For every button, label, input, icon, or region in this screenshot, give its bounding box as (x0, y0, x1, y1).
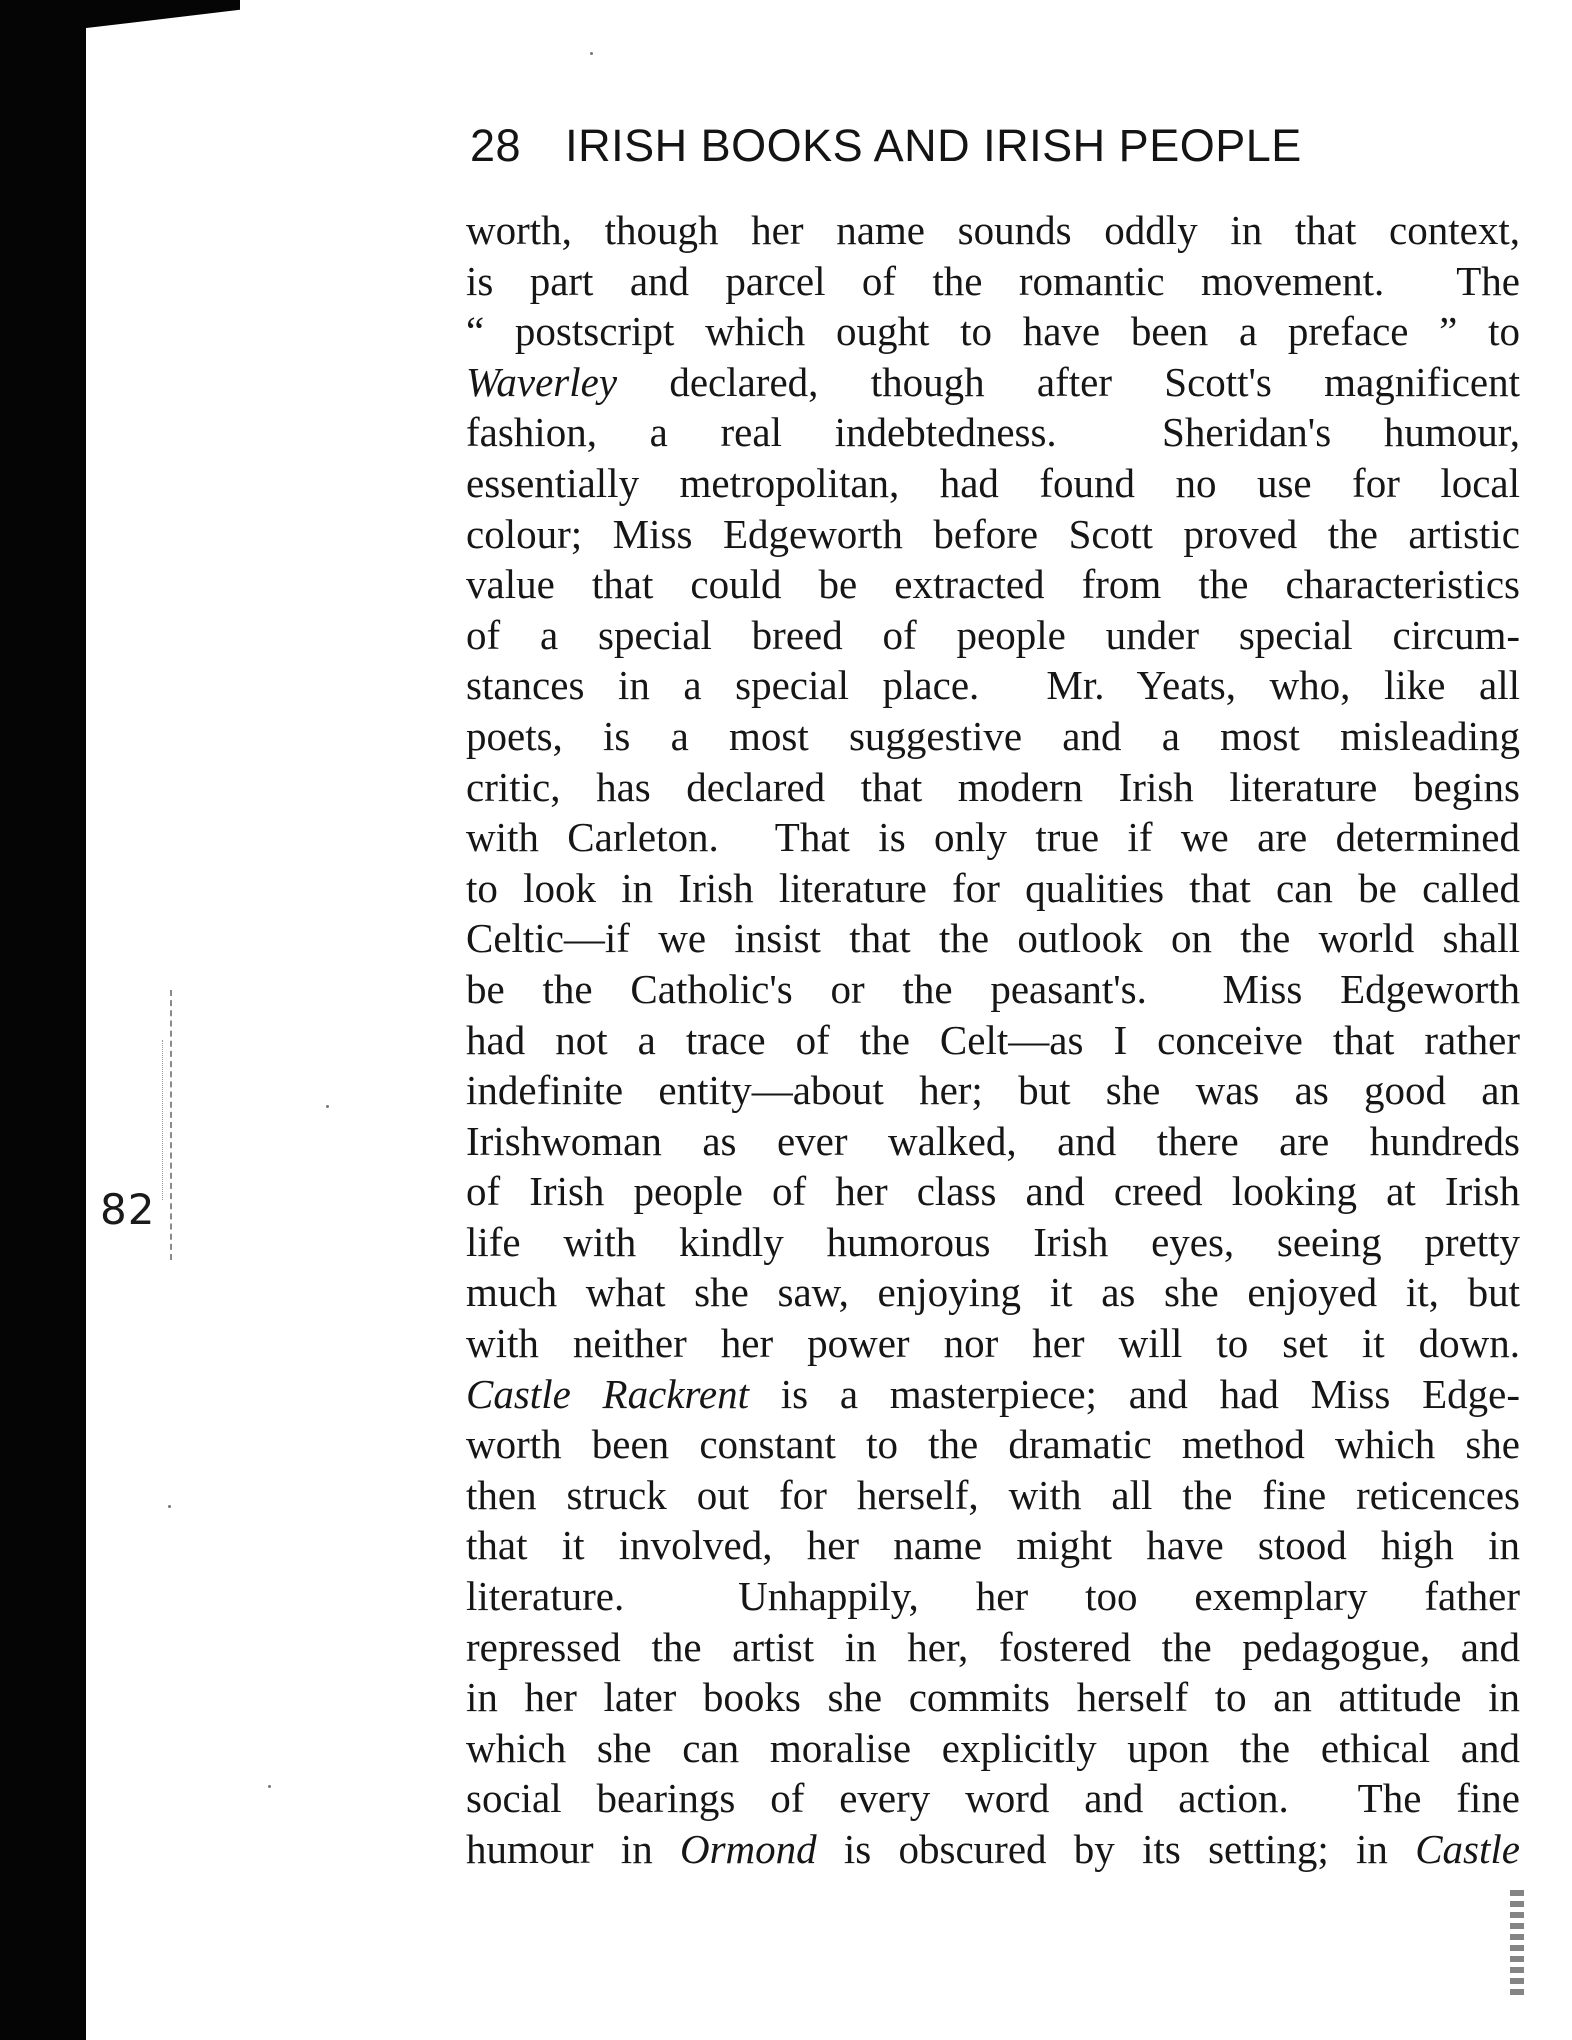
text-line (466, 863, 1520, 914)
text-segment: to look in Irish literature for qualities that can be called (466, 864, 1520, 911)
text-segment: with neither her power nor her will to set it down. (466, 1320, 1520, 1367)
text-line (466, 1622, 1520, 1673)
text-segment: essentially metropolitan, had found no use for local (466, 459, 1520, 506)
text-line (466, 509, 1520, 560)
text-line (466, 458, 1520, 509)
text-line (466, 1824, 1520, 1875)
scan-speck (590, 52, 593, 55)
page-number: 28 (470, 120, 522, 171)
text-line (466, 407, 1520, 458)
text-segment: “ postscript which ought to have been a preface ” to (466, 308, 1520, 355)
text-line (466, 1217, 1520, 1268)
text-line (466, 964, 1520, 1015)
text-segment: much what she saw, enjoying it as she enjoyed it, but (466, 1269, 1520, 1316)
text-segment: Celtic—if we insist that the outlook on the world shall (466, 915, 1520, 962)
text-line (466, 1166, 1520, 1217)
text-line (466, 1520, 1520, 1571)
text-line (466, 762, 1520, 813)
text-line (466, 306, 1520, 357)
margin-rule (170, 990, 172, 1260)
text-line (466, 1318, 1520, 1369)
text-line (466, 357, 1520, 408)
text-line (466, 711, 1520, 762)
scan-speck (326, 1105, 329, 1108)
text-line (466, 256, 1520, 307)
scan-speck (268, 1785, 271, 1788)
text-segment: had not a trace of the Celt—as I conceive that rather (466, 1016, 1520, 1063)
running-header (470, 120, 1530, 172)
text-line (466, 913, 1520, 964)
text-segment: stances in a special place. Mr. Yeats, who, like all (466, 662, 1520, 709)
text-line (466, 1116, 1520, 1167)
text-segment: worth, though her name sounds oddly in that context, (466, 207, 1520, 253)
scan-artifact (1510, 1890, 1524, 2000)
margin-rule-secondary (162, 1040, 163, 1200)
text-segment: humour in (466, 1826, 680, 1872)
text-segment: declared, though after Scott's magnificent (617, 358, 1520, 405)
text-segment: repressed the artist in her, fostered the pedagogue, and (466, 1623, 1520, 1670)
text-line (466, 1571, 1520, 1622)
text-line (466, 205, 1520, 256)
text-line (466, 1723, 1520, 1774)
text-segment: value that could be extracted from the characteristics (466, 561, 1520, 608)
binding-edge (0, 0, 86, 2040)
italic-title: Castle Rackrent (466, 1370, 749, 1417)
text-segment: Irishwoman as ever walked, and there are hundreds (466, 1117, 1520, 1164)
text-segment: of Irish people of her class and creed looking at Irish (466, 1168, 1520, 1215)
text-segment: that it involved, her name might have stood high in (466, 1522, 1520, 1569)
text-segment: then struck out for herself, with all the fine reticences (466, 1471, 1520, 1518)
text-line (466, 610, 1520, 661)
italic-title: Castle (1415, 1826, 1520, 1872)
text-line (466, 1419, 1520, 1470)
scan-speck (168, 1505, 171, 1508)
binding-flap (0, 0, 240, 28)
text-line (466, 1369, 1520, 1420)
text-line (466, 1015, 1520, 1066)
text-segment: critic, has declared that modern Irish literature begins (466, 763, 1520, 810)
italic-title: Waverley (466, 358, 618, 405)
body-text (466, 205, 1520, 1875)
text-line (466, 1267, 1520, 1318)
text-line (466, 660, 1520, 711)
text-segment: indefinite entity—about her; but she was as good an (466, 1067, 1520, 1114)
text-line (466, 559, 1520, 610)
text-segment: life with kindly humorous Irish eyes, seeing pretty (466, 1218, 1520, 1265)
text-line (466, 1470, 1520, 1521)
text-segment: is part and parcel of the romantic movement. The (466, 257, 1520, 304)
text-line (466, 1773, 1520, 1824)
running-title: IRISH BOOKS AND IRISH PEOPLE (565, 120, 1302, 171)
italic-title: Ormond (679, 1826, 817, 1872)
text-line (466, 1672, 1520, 1723)
text-segment: social bearings of every word and action. The fine (466, 1775, 1520, 1822)
text-segment: of a special breed of people under special circum- (466, 611, 1520, 658)
text-line (466, 812, 1520, 863)
text-segment: is a masterpiece; and had Miss Edge- (749, 1370, 1520, 1417)
text-segment: poets, is a most suggestive and a most misleading (466, 712, 1520, 759)
text-segment: with Carleton. That is only true if we are determined (466, 814, 1520, 861)
text-segment: fashion, a real indebtedness. Sheridan's humour, (466, 409, 1520, 456)
text-segment: in her later books she commits herself to an attitude in (466, 1674, 1520, 1721)
margin-annotation: 82 (100, 1185, 156, 1234)
text-segment: literature. Unhappily, her too exemplary father (466, 1573, 1520, 1620)
text-line (466, 1065, 1520, 1116)
text-segment: colour; Miss Edgeworth before Scott proved the artistic (466, 510, 1520, 557)
text-segment: be the Catholic's or the peasant's. Miss Edgeworth (466, 965, 1520, 1012)
text-segment: is obscured by its setting; in (816, 1826, 1416, 1872)
text-segment: worth been constant to the dramatic method which she (466, 1421, 1520, 1468)
text-segment: which she can moralise explicitly upon the ethical and (466, 1724, 1520, 1771)
